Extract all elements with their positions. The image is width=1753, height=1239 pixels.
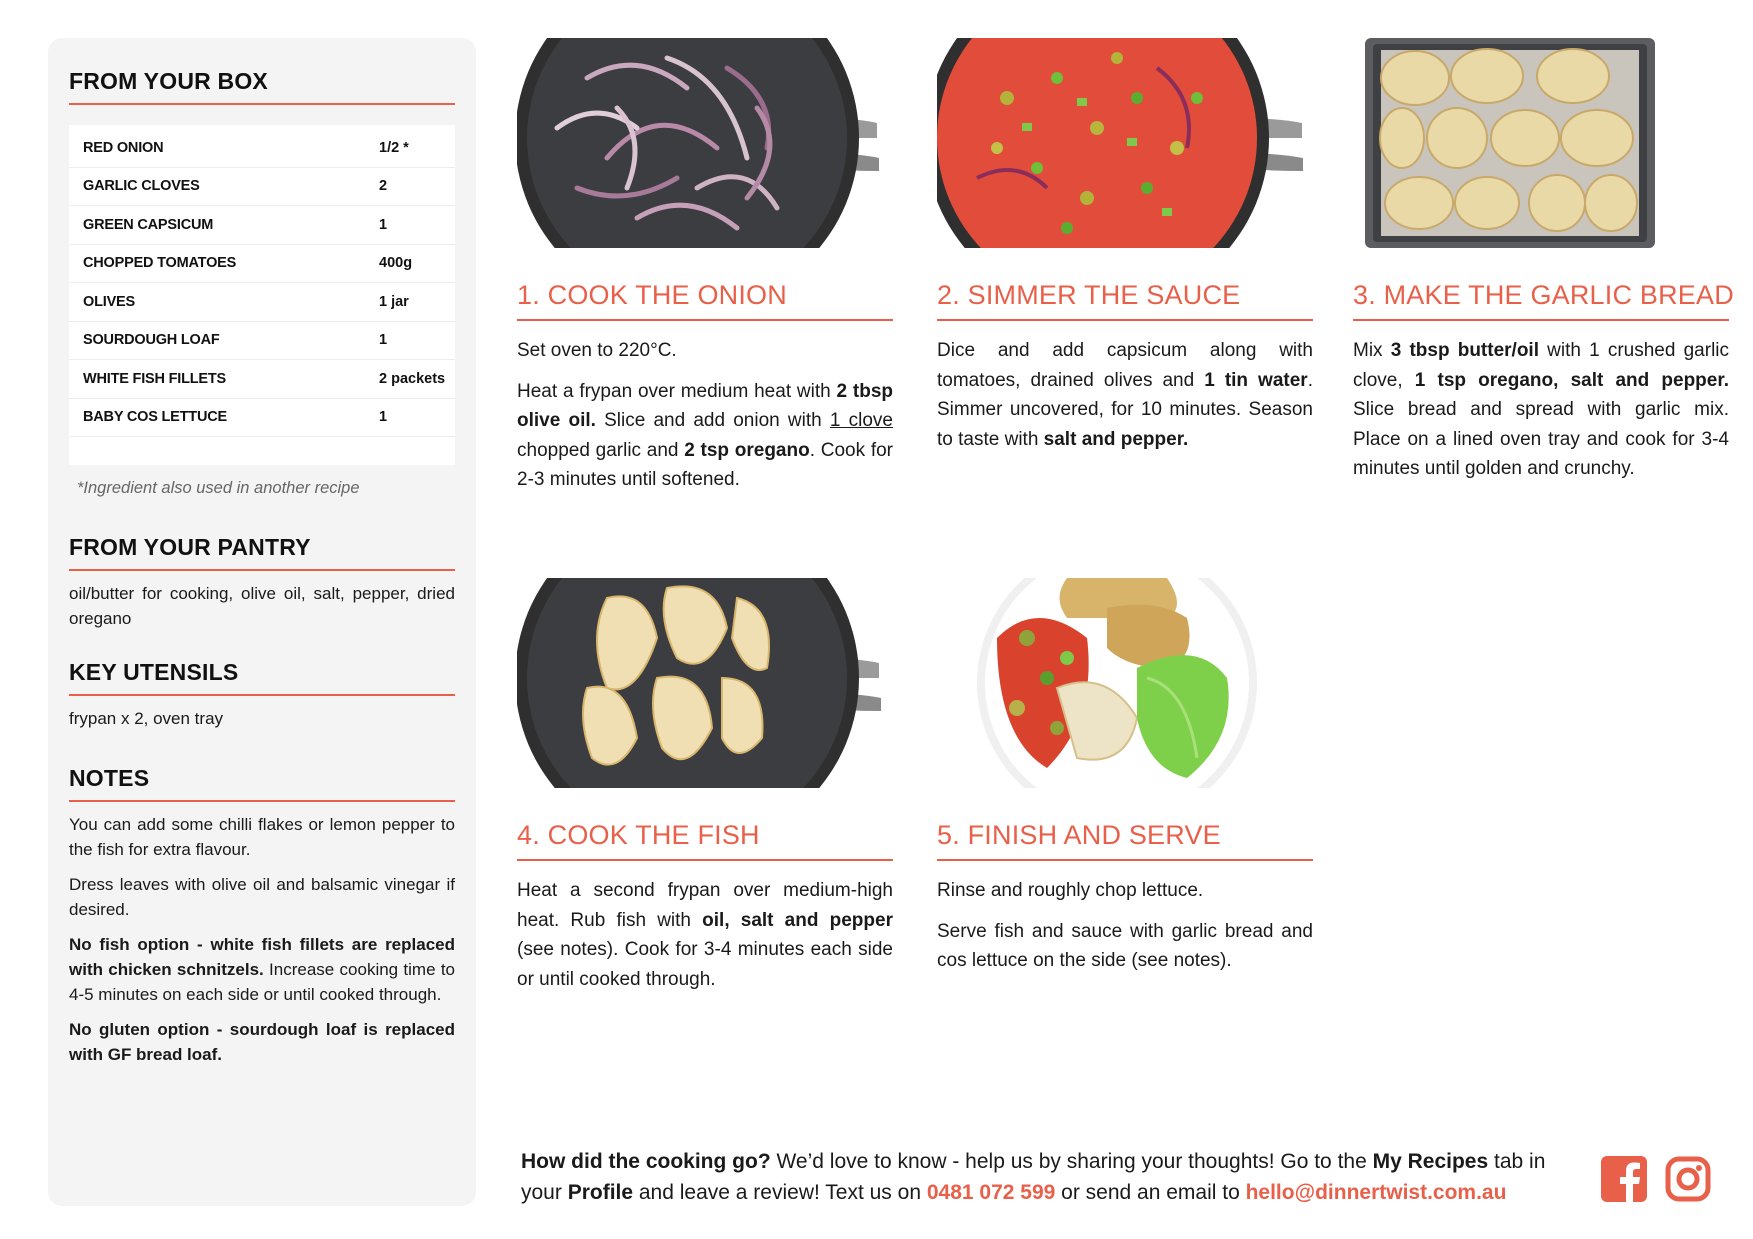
step-2-title: 2. SIMMER THE SAUCE (937, 280, 1313, 321)
footer-question: How did the cooking go? (521, 1150, 771, 1173)
step-4-paragraph (517, 876, 893, 994)
bread-tray-image (1357, 38, 1733, 248)
step-text: (see notes). Cook for 3-4 minutes each side or until cooked through. (517, 939, 893, 990)
phone-link[interactable]: 0481 072 599 (926, 1181, 1056, 1204)
note-bold: No fish option - white fish fillets are replaced with chicken schnitzels. (69, 935, 455, 979)
note-paragraph: Dress leaves with olive oil and balsamic vinegar if desired. (69, 875, 455, 919)
step-text: Mix (1353, 340, 1391, 361)
step-text: Dice and add capsicum along with tomatoes, drained olives and (937, 340, 1313, 391)
step-2-body (937, 336, 1313, 465)
step-bold: 3 tbsp butter/oil (1390, 340, 1539, 361)
step-1-paragraph: Set oven to 220°C. (517, 340, 677, 361)
step-3-paragraph (1353, 336, 1729, 484)
box-ingredients-table (69, 125, 455, 465)
pantry-heading: FROM YOUR PANTRY (69, 534, 455, 571)
note-paragraph (69, 932, 455, 1007)
step-1-photo (517, 38, 893, 248)
plate-image (937, 578, 1313, 788)
ingredient-name: SOURDOUGH LOAF (83, 332, 220, 349)
fish-pan-image (517, 578, 893, 788)
step-4-body (517, 876, 893, 1005)
ingredient-row (69, 129, 455, 168)
step-1-paragraph (517, 377, 893, 495)
ingredient-row (69, 283, 455, 322)
step-3-body (1353, 336, 1729, 495)
footer-text: or send an email to (1055, 1181, 1246, 1204)
step-text: Slice and add onion with (595, 410, 830, 431)
instagram-icon[interactable] (1665, 1156, 1711, 1207)
step-3-title: 3. MAKE THE GARLIC BREAD (1353, 280, 1729, 321)
ingredient-name: CHOPPED TOMATOES (83, 255, 237, 272)
step-5-paragraph: Serve fish and sauce with garlic bread and cos lettuce on the side (see notes). (937, 920, 1313, 971)
ingredients-sidebar (48, 38, 476, 1206)
step-5-body (937, 876, 1313, 987)
ingredient-row (69, 206, 455, 245)
ingredient-qty: 2 packets (379, 370, 446, 387)
ingredient-row (69, 245, 455, 284)
ingredient-row (69, 399, 455, 438)
pantry-section (69, 534, 455, 631)
email-link[interactable]: hello@dinnertwist.com.au (1245, 1181, 1507, 1204)
step-2-paragraph (937, 336, 1313, 454)
pantry-text: oil/butter for cooking, olive oil, salt, pepper, dried oregano (69, 584, 455, 628)
step-5-title: 5. FINISH AND SERVE (937, 820, 1313, 861)
step-5-photo (937, 578, 1313, 788)
step-underline: 1 clove (829, 410, 893, 431)
step-bold: 2 tsp oregano (684, 439, 810, 461)
step-bold: 2 tbsp olive oil. (517, 380, 894, 431)
note-paragraph: You can add some chilli flakes or lemon pepper to the fish for extra flavour. (69, 815, 455, 859)
ingredient-name: GARLIC CLOVES (83, 178, 200, 195)
onion-pan-image (517, 38, 893, 248)
footer-text: We’d love to know - help us by sharing your thoughts! Go to the (770, 1150, 1373, 1173)
ingredient-qty: 1 (379, 216, 388, 233)
step-text: Slice bread and spread with garlic mix. Place on a lined oven tray and cook for 3-4 minutes until golden and crunchy. (1353, 399, 1729, 479)
footer-text: tab in your (521, 1150, 1546, 1204)
step-1-title: 1. COOK THE ONION (517, 280, 893, 321)
ingredient-row (69, 360, 455, 399)
ingredient-qty: 400g (379, 255, 413, 272)
utensils-text: frypan x 2, oven tray (69, 709, 224, 728)
step-3-photo (1357, 38, 1733, 248)
step-text: Heat a second frypan over medium-high heat. Rub fish with (517, 880, 893, 931)
step-text: chopped garlic and (517, 439, 685, 461)
ingredient-row (69, 322, 455, 361)
ingredient-name: WHITE FISH FILLETS (83, 370, 227, 387)
step-bold: 1 tsp oregano, salt and pepper. (1414, 369, 1729, 391)
my-recipes-link[interactable]: My Recipes (1372, 1150, 1489, 1173)
profile-link[interactable]: Profile (567, 1181, 634, 1204)
utensils-heading: KEY UTENSILS (69, 659, 455, 696)
ingredient-qty: 1 (379, 409, 388, 426)
ingredient-qty: 1 jar (379, 293, 409, 310)
footer-text: and leave a review! Text us on (633, 1181, 927, 1204)
step-text: . Simmer uncovered, for 10 minutes. Season to taste with (937, 369, 1313, 450)
sauce-pan-image (937, 38, 1313, 248)
step-1-body (517, 336, 893, 506)
ingredient-footnote: *Ingredient also used in another recipe (77, 479, 360, 497)
step-bold: oil, salt and pepper (702, 909, 893, 931)
note-paragraph (69, 1017, 455, 1067)
step-5-paragraph: Rinse and roughly chop lettuce. (937, 880, 1204, 901)
ingredient-row (69, 168, 455, 207)
step-2-photo (937, 38, 1313, 248)
notes-section (69, 765, 455, 1067)
note-bold: No gluten option - sourdough loaf is replaced with GF bread loaf. (69, 1020, 455, 1064)
step-text: with 1 crushed garlic clove, (1353, 340, 1730, 391)
ingredient-qty: 1 (379, 332, 388, 349)
notes-heading: NOTES (69, 765, 455, 802)
box-heading: FROM YOUR BOX (69, 68, 455, 105)
utensils-section (69, 659, 455, 731)
ingredient-qty: 2 (379, 178, 388, 195)
facebook-icon[interactable] (1601, 1156, 1647, 1207)
step-4-title: 4. COOK THE FISH (517, 820, 893, 861)
note-text: Increase cooking time to 4-5 minutes on each side or until cooked through. (69, 960, 455, 1004)
step-text: Heat a frypan over medium heat with (517, 380, 837, 402)
step-bold: salt and pepper. (1043, 428, 1189, 450)
ingredient-qty: 1/2 * (379, 139, 409, 156)
feedback-footer (521, 1146, 1591, 1208)
ingredient-name: BABY COS LETTUCE (83, 409, 227, 426)
step-4-photo (517, 578, 893, 788)
step-text: . Cook for 2-3 minutes until softened. (517, 439, 893, 490)
step-bold: 1 tin water (1204, 369, 1308, 391)
ingredient-name: GREEN CAPSICUM (83, 216, 214, 233)
ingredient-name: OLIVES (83, 293, 135, 310)
ingredient-name: RED ONION (83, 139, 164, 156)
